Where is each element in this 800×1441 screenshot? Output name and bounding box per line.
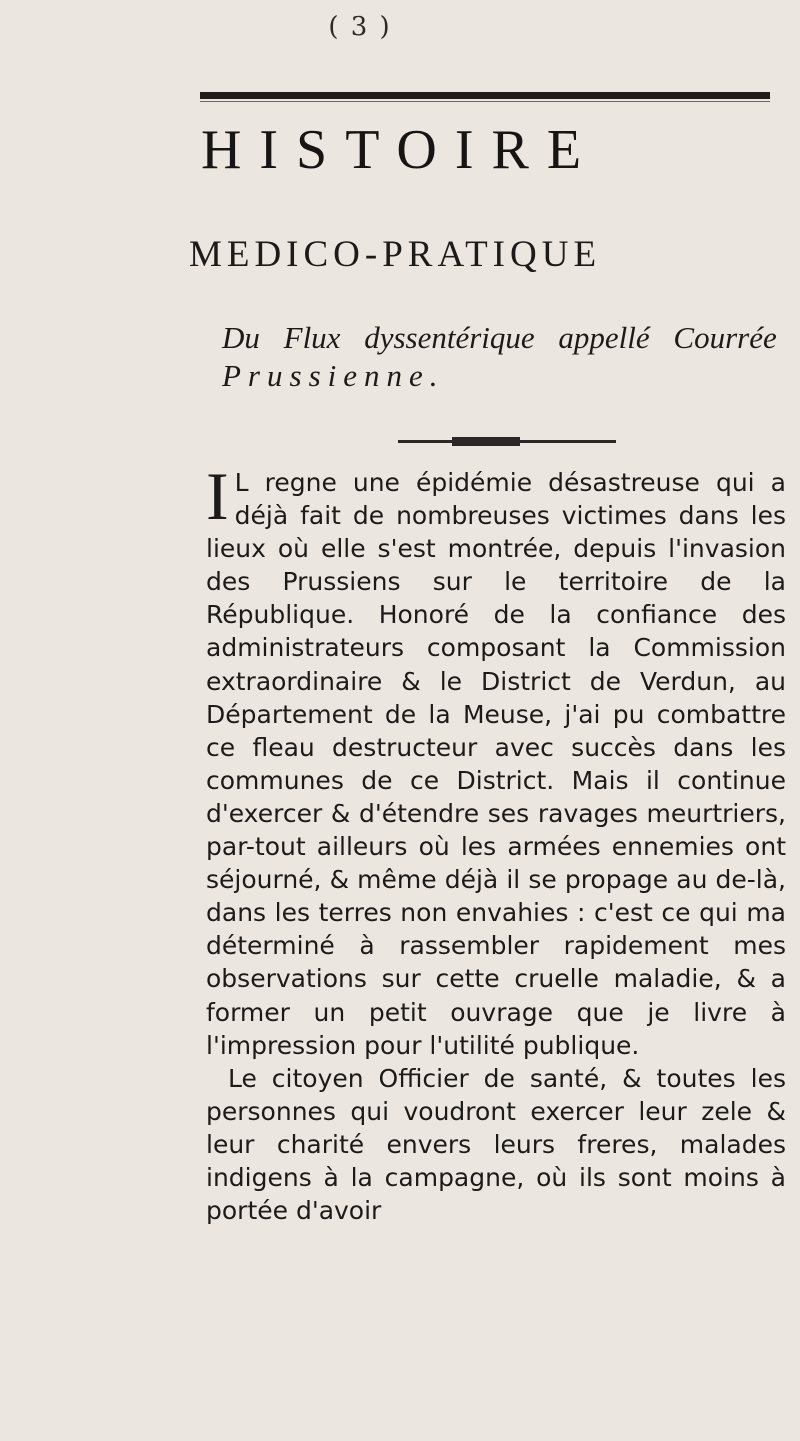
top-rule bbox=[200, 92, 770, 99]
paragraph-2: Le citoyen Officier de santé, & toutes les personnes qui voudront exercer leur zele & leur charité envers leurs freres, malades indigens à la campagne, où ils sont moins à portée d'avoir bbox=[206, 1063, 786, 1226]
body-text bbox=[206, 458, 786, 1227]
drop-cap: I bbox=[206, 458, 229, 534]
paragraph-1 bbox=[206, 458, 786, 1062]
divider-center bbox=[452, 437, 520, 446]
paragraph-1-text: L regne une épidémie désastreuse qui a déjà fait de nombreuses victimes dans les lieux où elle s'est montrée, depuis l'invasion des Prussiens sur le territoire de la République. Honoré de la confiance des administrateurs composant la Commission extraordinaire & le District de Verdun, au Département de la Meuse, j'ai pu combattre ce fleau destructeur avec succès dans les communes de ce District. Mais il continue d'exercer & d'étendre ses ravages meurtriers, par-tout ailleurs où les armées ennemies ont séjourné, & même déjà il se propage au de-là, dans les terres non envahies : c'est ce qui ma déterminé à rassembler rapidement mes observations sur cette cruelle maladie, & a former un petit ouvrage que je livre à l'impression pour l'utilité publique. bbox=[206, 468, 786, 1060]
section-heading-line-2: Prussienne. bbox=[222, 358, 445, 393]
top-rule-thin bbox=[200, 101, 770, 102]
page-subtitle: MEDICO-PRATIQUE bbox=[188, 234, 602, 275]
section-heading-line-1: Du Flux dyssentérique appellé Courrée bbox=[222, 320, 777, 355]
page-number: ( 3 ) bbox=[328, 12, 392, 42]
page-title: HISTOIRE bbox=[200, 119, 600, 181]
